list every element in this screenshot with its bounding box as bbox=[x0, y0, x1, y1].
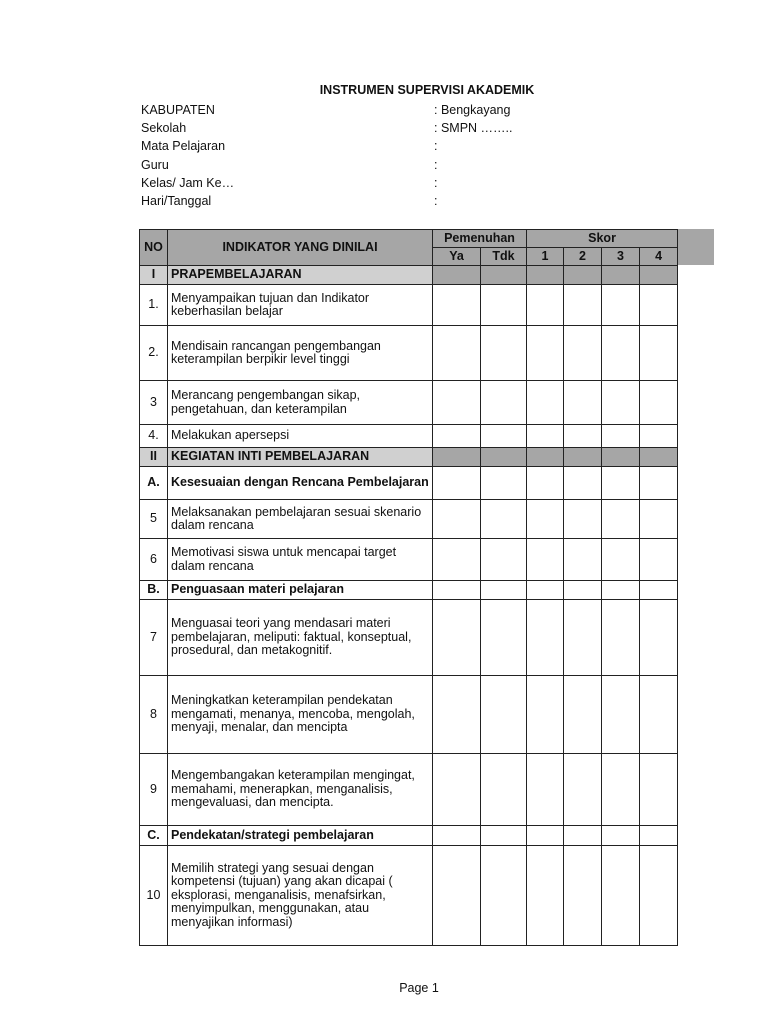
info-row-mata-pelajaran bbox=[141, 137, 561, 155]
cell-skor-4[interactable] bbox=[640, 425, 678, 448]
page-number: Page 1 bbox=[399, 981, 439, 995]
info-row-kelas bbox=[141, 174, 561, 192]
cell-ya[interactable] bbox=[433, 600, 481, 676]
cell-skor-4[interactable] bbox=[640, 600, 678, 676]
cell-skor-1[interactable] bbox=[527, 448, 564, 467]
cell-skor-2[interactable] bbox=[564, 826, 602, 846]
cell-skor-1[interactable] bbox=[527, 539, 564, 581]
cell-skor-4[interactable] bbox=[640, 500, 678, 539]
row-no: 10 bbox=[140, 846, 168, 946]
cell-skor-3[interactable] bbox=[602, 500, 640, 539]
row-no: I bbox=[140, 266, 168, 285]
table-row bbox=[140, 846, 678, 946]
table-row-subsection bbox=[140, 826, 678, 846]
cell-skor-3[interactable] bbox=[602, 381, 640, 425]
cell-tdk[interactable] bbox=[481, 500, 527, 539]
cell-skor-1[interactable] bbox=[527, 600, 564, 676]
cell-skor-1[interactable] bbox=[527, 846, 564, 946]
cell-skor-2[interactable] bbox=[564, 266, 602, 285]
table-row bbox=[140, 600, 678, 676]
cell-ya[interactable] bbox=[433, 676, 481, 754]
cell-tdk[interactable] bbox=[481, 285, 527, 326]
row-no: 8 bbox=[140, 676, 168, 754]
cell-tdk[interactable] bbox=[481, 581, 527, 600]
cell-ya[interactable] bbox=[433, 285, 481, 326]
cell-ya[interactable] bbox=[433, 754, 481, 826]
info-label: Kelas/ Jam Ke… bbox=[141, 175, 235, 190]
indicator-text: Memotivasi siswa untuk mencapai target dalam rencana bbox=[168, 539, 433, 581]
header-tdk: Tdk bbox=[481, 248, 527, 266]
indicator-text: Meningkatkan keterampilan pendekatan mengamati, menanya, mencoba, mengolah, menyaji, menalar, dan mencipta bbox=[168, 676, 433, 754]
cell-ya[interactable] bbox=[433, 500, 481, 539]
header-skor-2: 2 bbox=[564, 248, 602, 266]
row-no: 3 bbox=[140, 381, 168, 425]
cell-skor-3[interactable] bbox=[602, 846, 640, 946]
cell-tdk[interactable] bbox=[481, 266, 527, 285]
header-skor: Skor bbox=[527, 230, 678, 248]
cell-skor-3[interactable] bbox=[602, 676, 640, 754]
cell-skor-1[interactable] bbox=[527, 676, 564, 754]
info-row-guru bbox=[141, 156, 561, 174]
row-no: 4. bbox=[140, 425, 168, 448]
cell-skor-3[interactable] bbox=[602, 448, 640, 467]
cell-skor-1[interactable] bbox=[527, 467, 564, 500]
info-value: : bbox=[434, 175, 438, 190]
table-row bbox=[140, 381, 678, 425]
cell-skor-1[interactable] bbox=[527, 381, 564, 425]
cell-tdk[interactable] bbox=[481, 425, 527, 448]
cell-tdk[interactable] bbox=[481, 381, 527, 425]
cell-skor-2[interactable] bbox=[564, 381, 602, 425]
cell-skor-1[interactable] bbox=[527, 285, 564, 326]
cell-skor-3[interactable] bbox=[602, 754, 640, 826]
cell-skor-1[interactable] bbox=[527, 266, 564, 285]
cell-skor-1[interactable] bbox=[527, 581, 564, 600]
table-row bbox=[140, 326, 678, 381]
cell-skor-1[interactable] bbox=[527, 500, 564, 539]
cell-skor-3[interactable] bbox=[602, 326, 640, 381]
cell-tdk[interactable] bbox=[481, 826, 527, 846]
cell-ya[interactable] bbox=[433, 539, 481, 581]
table-row-section bbox=[140, 266, 678, 285]
indicator-text: Mengembangakan keterampilan mengingat, memahami, menerapkan, menganalisis, mengevaluasi, dan mencipta. bbox=[168, 754, 433, 826]
cell-tdk[interactable] bbox=[481, 676, 527, 754]
cell-ya[interactable] bbox=[433, 826, 481, 846]
cell-ya[interactable] bbox=[433, 326, 481, 381]
cell-skor-2[interactable] bbox=[564, 600, 602, 676]
row-no: II bbox=[140, 448, 168, 467]
cell-skor-2[interactable] bbox=[564, 467, 602, 500]
cell-skor-2[interactable] bbox=[564, 754, 602, 826]
cell-tdk[interactable] bbox=[481, 600, 527, 676]
supervision-table bbox=[139, 229, 678, 946]
indicator-text: Menguasai teori yang mendasari materi pembelajaran, meliputi: faktual, konseptual, prosedural, dan metakognitif. bbox=[168, 600, 433, 676]
cell-ya[interactable] bbox=[433, 266, 481, 285]
table-row bbox=[140, 285, 678, 326]
row-no: 2. bbox=[140, 326, 168, 381]
header-skor-1: 1 bbox=[527, 248, 564, 266]
table-row bbox=[140, 425, 678, 448]
section-title: KEGIATAN INTI PEMBELAJARAN bbox=[168, 448, 433, 467]
cell-skor-2[interactable] bbox=[564, 326, 602, 381]
row-no: B. bbox=[140, 581, 168, 600]
info-value: : bbox=[434, 139, 438, 154]
cell-ya[interactable] bbox=[433, 381, 481, 425]
cell-ya[interactable] bbox=[433, 448, 481, 467]
subsection-title: Penguasaan materi pelajaran bbox=[168, 581, 433, 600]
section-title: PRAPEMBELAJARAN bbox=[168, 266, 433, 285]
indicator-text: Merancang pengembangan sikap, pengetahuan, dan keterampilan bbox=[168, 381, 433, 425]
cell-tdk[interactable] bbox=[481, 467, 527, 500]
table-row-section bbox=[140, 448, 678, 467]
info-row-sekolah bbox=[141, 119, 561, 137]
cell-skor-1[interactable] bbox=[527, 826, 564, 846]
cell-skor-4[interactable] bbox=[640, 676, 678, 754]
cell-tdk[interactable] bbox=[481, 846, 527, 946]
info-value: : Bengkayang bbox=[434, 103, 511, 117]
cell-tdk[interactable] bbox=[481, 539, 527, 581]
header-shade-extension bbox=[677, 229, 714, 265]
cell-ya[interactable] bbox=[433, 425, 481, 448]
header-indicator: INDIKATOR YANG DINILAI bbox=[168, 230, 433, 266]
table-row bbox=[140, 500, 678, 539]
cell-tdk[interactable] bbox=[481, 448, 527, 467]
row-no: 1. bbox=[140, 285, 168, 326]
header-skor-3: 3 bbox=[602, 248, 640, 266]
cell-skor-1[interactable] bbox=[527, 754, 564, 826]
table-row bbox=[140, 676, 678, 754]
cell-skor-2[interactable] bbox=[564, 676, 602, 754]
cell-skor-3[interactable] bbox=[602, 581, 640, 600]
info-label: KABUPATEN bbox=[141, 103, 215, 117]
document-title: INSTRUMEN SUPERVISI AKADEMIK bbox=[319, 83, 535, 97]
cell-skor-4[interactable] bbox=[640, 326, 678, 381]
table-row bbox=[140, 754, 678, 826]
table-row bbox=[140, 539, 678, 581]
indicator-text: Menyampaikan tujuan dan Indikator keberhasilan belajar bbox=[168, 285, 433, 326]
cell-skor-4[interactable] bbox=[640, 266, 678, 285]
cell-skor-2[interactable] bbox=[564, 425, 602, 448]
header-skor-4: 4 bbox=[640, 248, 678, 266]
header-ya: Ya bbox=[433, 248, 481, 266]
cell-tdk[interactable] bbox=[481, 326, 527, 381]
row-no: 6 bbox=[140, 539, 168, 581]
info-row-hari-tanggal bbox=[141, 192, 561, 210]
info-label: Hari/Tanggal bbox=[141, 193, 212, 208]
cell-ya[interactable] bbox=[433, 467, 481, 500]
cell-skor-3[interactable] bbox=[602, 266, 640, 285]
row-no: 9 bbox=[140, 754, 168, 826]
cell-skor-4[interactable] bbox=[640, 826, 678, 846]
cell-skor-3[interactable] bbox=[602, 467, 640, 500]
subsection-title: Pendekatan/strategi pembelajaran bbox=[168, 826, 433, 846]
cell-skor-2[interactable] bbox=[564, 846, 602, 946]
cell-skor-3[interactable] bbox=[602, 600, 640, 676]
cell-skor-4[interactable] bbox=[640, 754, 678, 826]
info-value: : bbox=[434, 157, 438, 172]
cell-skor-3[interactable] bbox=[602, 285, 640, 326]
cell-skor-4[interactable] bbox=[640, 581, 678, 600]
header-no: NO bbox=[140, 230, 168, 266]
indicator-text: Melakukan apersepsi bbox=[168, 425, 433, 448]
row-no: 5 bbox=[140, 500, 168, 539]
info-label: Sekolah bbox=[141, 121, 187, 136]
cell-skor-3[interactable] bbox=[602, 826, 640, 846]
indicator-text: Memilih strategi yang sesuai dengan kompetensi (tujuan) yang akan dicapai ( eksplorasi, menganalisis, menafsirkan, menyimpulkan, menggunakan, atau menyajikan informasi) bbox=[168, 846, 433, 946]
cell-skor-4[interactable] bbox=[640, 448, 678, 467]
info-value: : SMPN …….. bbox=[434, 121, 513, 136]
indicator-text: Mendisain rancangan pengembangan keterampilan berpikir level tinggi bbox=[168, 326, 433, 381]
table-row-subsection bbox=[140, 581, 678, 600]
header-pemenuhan: Pemenuhan bbox=[433, 230, 527, 248]
cell-skor-2[interactable] bbox=[564, 539, 602, 581]
info-label: Guru bbox=[141, 157, 169, 172]
cell-skor-3[interactable] bbox=[602, 539, 640, 581]
row-no: C. bbox=[140, 826, 168, 846]
cell-skor-2[interactable] bbox=[564, 285, 602, 326]
cell-skor-1[interactable] bbox=[527, 326, 564, 381]
cell-skor-4[interactable] bbox=[640, 539, 678, 581]
row-no: A. bbox=[140, 467, 168, 500]
cell-skor-3[interactable] bbox=[602, 425, 640, 448]
info-row-kabupaten bbox=[141, 101, 561, 119]
cell-skor-1[interactable] bbox=[527, 425, 564, 448]
row-no: 7 bbox=[140, 600, 168, 676]
subsection-title: Kesesuaian dengan Rencana Pembelajaran bbox=[168, 467, 433, 500]
cell-ya[interactable] bbox=[433, 846, 481, 946]
cell-skor-2[interactable] bbox=[564, 500, 602, 539]
info-value: : bbox=[434, 193, 438, 208]
info-block bbox=[141, 101, 561, 210]
cell-tdk[interactable] bbox=[481, 754, 527, 826]
cell-skor-4[interactable] bbox=[640, 467, 678, 500]
cell-skor-4[interactable] bbox=[640, 381, 678, 425]
indicator-text: Melaksanakan pembelajaran sesuai skenario dalam rencana bbox=[168, 500, 433, 539]
cell-skor-4[interactable] bbox=[640, 285, 678, 326]
info-label: Mata Pelajaran bbox=[141, 139, 226, 154]
cell-skor-4[interactable] bbox=[640, 846, 678, 946]
table-row-subsection bbox=[140, 467, 678, 500]
cell-skor-2[interactable] bbox=[564, 448, 602, 467]
cell-ya[interactable] bbox=[433, 581, 481, 600]
cell-skor-2[interactable] bbox=[564, 581, 602, 600]
